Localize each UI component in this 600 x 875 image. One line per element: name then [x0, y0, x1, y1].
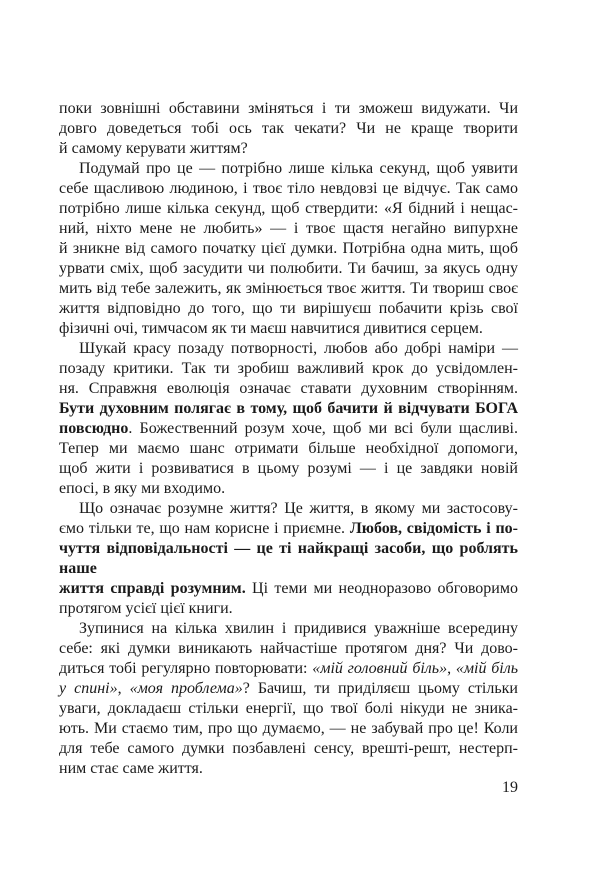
text-line	[59, 399, 518, 419]
text-run: Що означає розумне життя? Це життя, в якому ми застосову-	[79, 500, 518, 517]
text-run: для тебе самого думки позбавлені сенсу, врешті-решт, нестерп-	[59, 740, 518, 757]
text-line	[59, 199, 518, 219]
text-line	[59, 379, 518, 399]
text-run: повсюдно	[59, 420, 129, 437]
text-run: й самому керувати життям?	[59, 140, 248, 157]
text-run: ,	[117, 680, 130, 697]
text-run: Зупинися на кілька хвилин і придивися уважніше всередину	[79, 620, 518, 637]
text-line	[59, 139, 518, 159]
text-run: протягом усієї цієї книги.	[59, 600, 233, 617]
text-line	[59, 659, 518, 679]
text-line	[59, 439, 518, 459]
text-run: довго доведеться тобі ось так чекати? Чи не краще творити	[59, 120, 518, 137]
text-line	[59, 359, 518, 379]
text-run: Подумай про це — потрібно лише кілька секунд, щоб уявити	[79, 160, 518, 177]
text-run: ? Бачиш, ти приділяєш цьому стільки	[242, 680, 518, 697]
text-run: Любов, свідомість і по-	[349, 520, 518, 537]
text-run: життя справді розумним.	[59, 580, 246, 597]
text-run: потрібно лише кілька секунд, щоб ствердити: «Я бідний і нещас-	[59, 200, 518, 217]
text-run: поки зовнішні обставини зміняться і ти зможеш видужати. Чи	[59, 100, 518, 117]
text-line	[59, 219, 518, 239]
text-run: фізичні очі, тимчасом як ти маєш навчитися дивитися серцем.	[59, 320, 483, 337]
text-line	[59, 119, 518, 139]
page-number: 19	[502, 779, 518, 796]
text-run: . Божественний розум хоче, щоб ми всі були щасливі.	[128, 420, 518, 437]
text-run: ний, ніхто мене не любить» — і твоє щастя негайно випурхне	[59, 220, 518, 237]
text-run: Тепер ми маємо шанс отримати більше необхідної допомоги,	[59, 440, 518, 457]
text-run: Бути духовним полягає в тому, щоб бачити й відчувати БОГА	[59, 400, 518, 417]
text-line	[59, 499, 518, 519]
text-run: Шукай красу позаду потворності, любов або добрі наміри —	[79, 340, 518, 357]
body-text	[59, 99, 518, 779]
text-run: ня. Справжня еволюція означає ставати духовним створінням.	[59, 380, 518, 397]
text-run: мить від тебе залежить, як змінюється твоє життя. Ти твориш своє	[59, 280, 518, 297]
text-run: ємо тільки те, що нам корисне і приємне.	[59, 520, 350, 537]
text-line	[59, 159, 518, 179]
text-line	[59, 639, 518, 659]
text-line	[59, 699, 518, 719]
text-line	[59, 179, 518, 199]
text-line	[59, 579, 518, 599]
text-line	[59, 239, 518, 259]
text-line	[59, 99, 518, 119]
text-run: «мій біль	[455, 660, 519, 677]
text-run: уваги, докладаєш стільки енергії, що твої болі нікуди не зника-	[59, 700, 518, 717]
text-run: й зникне від самого початку цієї думки. Потрібна одна мить, щоб	[59, 240, 518, 257]
text-line	[59, 299, 518, 319]
text-line	[59, 459, 518, 479]
text-run: себе: які думки виникають найчастіше протягом дня? Чи дово-	[59, 640, 518, 657]
text-line	[59, 319, 518, 339]
text-line	[59, 419, 518, 439]
text-run: Ці теми ми неодноразово обговоримо	[245, 580, 518, 597]
text-line	[59, 719, 518, 739]
text-line	[59, 679, 518, 699]
text-line	[59, 339, 518, 359]
text-run: ють. Ми стаємо тим, про що думаємо, — не забувай про це! Коли	[59, 720, 518, 737]
text-line	[59, 759, 518, 779]
text-line	[59, 479, 518, 499]
text-run: у спині»	[59, 680, 118, 697]
text-line	[59, 599, 518, 619]
text-line	[59, 619, 518, 639]
text-run: епосі, в яку ми входимо.	[59, 480, 226, 497]
text-run: диться тобі регулярно повторювати:	[59, 660, 313, 677]
text-run: щоб жити і розвиватися в цьому розумі — і це завдяки новій	[59, 460, 518, 477]
text-run: ним стає саме життя.	[59, 760, 203, 777]
text-line	[59, 519, 518, 539]
text-line	[59, 539, 518, 579]
text-run: ,	[447, 660, 456, 677]
text-run: життя відповідно до того, що ти вирішуєш побачити крізь свої	[59, 300, 518, 317]
text-run: себе щасливою людиною, і твоє тіло невдовзі це відчує. Так само	[59, 180, 518, 197]
text-run: урвати сміх, щоб засудити чи полюбити. Ти бачиш, за якусь одну	[59, 260, 518, 277]
text-run: чуття відповідальності — це ті найкращі засоби, що роблять наше	[59, 540, 518, 577]
text-run: «моя проблема»	[129, 680, 243, 697]
text-line	[59, 259, 518, 279]
text-line	[59, 739, 518, 759]
text-run: «мій головний біль»	[312, 660, 448, 677]
text-run: позаду критики. Так ти зробиш важливий крок до усвідомлен-	[59, 360, 518, 377]
text-line	[59, 279, 518, 299]
